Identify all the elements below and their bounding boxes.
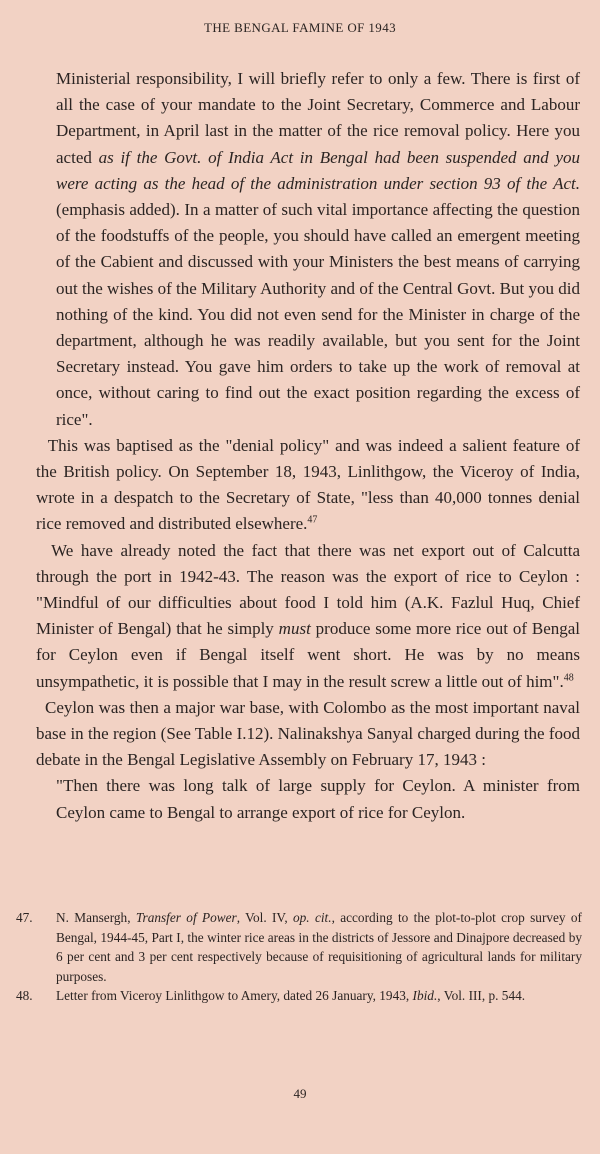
quote-text-end: (emphasis added). In a matter of such vital importance affecting the question of the foodstuffs of the people, you should have called an emergent meeting of the Cabient and discussed with your Ministers the best means of carrying out the wishes of the Military Authority and of the Central Govt. But you did nothing of the kind. You did not even send for the Minister in charge of the department, although he was readily available, but you sent for the Joint Secretary instead. You gave him orders to take up the work of removal at once, without caring to find out the exact position regarding the excess of rice".	[56, 200, 580, 429]
paragraph-text: We have already noted the fact that there was net export out of Calcutta through the port in 1942-43. The reason was the export of rice to Ceylon : "Mindful of our difficulties about food I told him (A.K. Fazlul Huq, Chief Minister of Bengal) that he simply	[36, 540, 580, 639]
paragraph-ceylon-export	[36, 538, 580, 695]
main-text	[36, 66, 580, 826]
footnote-ref-48[interactable]: 48	[563, 672, 574, 684]
footnote-48	[16, 986, 582, 1006]
footnote-title: Transfer of Power	[135, 910, 237, 925]
quote-text-start: Ministerial responsibility, I will briefly refer to only a few. There is first of all the case of your mandate to the Joint Secretary, Commerce and Labour Department, in April last in the matter of the rice removal policy. Here you acted	[56, 69, 580, 167]
footnotes	[16, 908, 582, 1006]
emphasized-text: must	[278, 619, 311, 639]
footnote-47	[16, 908, 582, 986]
quoted-paragraph-sanyal	[36, 773, 580, 825]
quote-text: "Then there was long talk of large supply for Ceylon. A minister from Ceylon came to Bengal to arrange export of rice for Ceylon.	[56, 776, 580, 822]
paragraph-denial-policy	[36, 433, 580, 538]
paragraph-war-base	[36, 695, 580, 774]
paragraph-text: produce some more rice out of Bengal for Ceylon even if Bengal itself went short. He was by no means unsympathetic, it is possible that I may in the result screw a little out of him".	[36, 619, 581, 691]
page-number: 49	[293, 1086, 307, 1101]
paragraph-text: Ceylon was then a major war base, with Colombo as the most important naval base in the region (See Table I.12). Nalinakshya Sanyal charged during the food debate in the Bengal Legislative Assembly on February 17, 1943 :	[36, 697, 581, 770]
footnote-text: Letter from Viceroy Linlithgow to Amery, dated 26 January, 1943, Ibid., Vol. III, p. 544.	[56, 988, 526, 1003]
running-header: THE BENGAL FAMINE OF 1943	[204, 20, 396, 35]
footnote-ref-47[interactable]: 47	[307, 514, 318, 526]
quoted-paragraph	[36, 66, 580, 433]
paragraph-text: This was baptised as the "denial policy" and was indeed a salient feature of the British policy. On September 18, 1943, Linlithgow, the Viceroy of India, wrote in a despatch to the Secretary of State, "less than 40,000 tonnes denial rice removed and distributed elsewhere.	[36, 435, 581, 534]
footnote-number: 48.	[16, 988, 33, 1003]
footnote-number: 47.	[16, 910, 33, 925]
emphasized-text: as if the Govt. of India Act in Bengal had been suspended and you were acting as the head of the administration under section 93 of the Act.	[56, 147, 580, 193]
footnote-text: N. Mansergh, Transfer of Power, Vol. IV, op. cit., according to the plot-to-plot crop survey of Bengal, 1944-45, Part I, the winter rice areas in the districts of Jessore and Dinajpore decreased by 6 per cent and 3 per cent respectively because of requisitioning of agricultural lands for military purposes.	[56, 910, 582, 984]
